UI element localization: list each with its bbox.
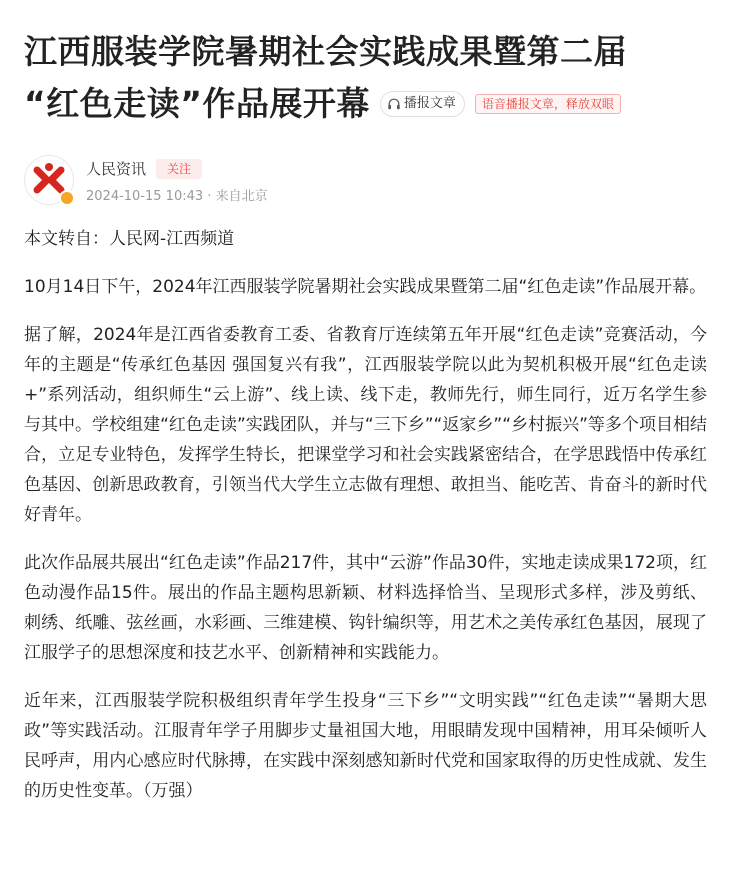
publish-info: [86, 185, 268, 204]
article-title: [24, 0, 707, 130]
author-meta: [86, 157, 268, 204]
article-paragraph: 据了解，2024年是江西省委教育工委、省教育厅连续第五年开展“红色走读”竞赛活动，今年的主题是“传承红色基因 强国复兴有我”，江西服装学院以此为契机积极开展“红色走读+”系列活动，组织师生“云上游”、线上读、线下走，教师先行，师生同行，近万名学生参与其中。学校组建“红色走读”实践团队，并与“三下乡”“返家乡”“乡村振兴”等多个项目相结合，立足专业特色，发挥学生特长，把课堂学习和社会实践紧密结合，在学思践悟中传承红色基因、创新思政教育，引领当代大学生立志做有理想、敢担当、能吃苦、肯奋斗的新时代好青年。: [24, 325, 707, 525]
article-body: [24, 224, 707, 806]
listen-tip: 语音播报文章，释放双眼: [475, 94, 621, 114]
listen-article-button[interactable]: [380, 91, 465, 117]
listen-article-label: 播报文章: [403, 96, 456, 111]
author-top-row: [86, 157, 268, 181]
publish-location: 来自北京: [215, 188, 268, 204]
article-title-line-2: “红色走读”作品展开幕: [24, 84, 370, 123]
verified-badge-icon: [59, 190, 75, 206]
author-bar: [24, 154, 707, 206]
follow-button[interactable]: 关注: [156, 159, 202, 179]
publish-datetime: 2024-10-15 10:43: [86, 188, 204, 204]
article-paragraph: 此次作品展共展出“红色走读”作品217件，其中“云游”作品30件，实地走读成果172项，红色动漫作品15件。展出的作品主题构思新颖、材料选择恰当、呈现形式多样，涉及剪纸、刺绣、纸雕、弦丝画，水彩画、三维建模、钩针编织等，用艺术之美传承红色基因，展现了江服学子的思想深度和技艺水平、创新精神和实践能力。: [24, 553, 707, 663]
article-title-line-2-row: [24, 78, 707, 130]
author-name[interactable]: 人民资讯: [86, 160, 147, 178]
headphone-icon: [387, 97, 401, 111]
publish-separator: ·: [203, 188, 216, 204]
author-avatar[interactable]: [24, 155, 74, 205]
article-paragraph: 近年来，江西服装学院积极组织青年学生投身“三下乡”“文明实践”“红色走读”“暑期大思政”等实践活动。江服青年学子用脚步丈量祖国大地，用眼睛发现中国精神，用耳朵倾听人民呼声，用内心感应时代脉搏，在实践中深刻感知新时代党和国家取得的历史性成就、发生的历史性变革。（万强）: [24, 691, 707, 801]
article-paragraph: 10月14日下午，2024年江西服装学院暑期社会实践成果暨第二届“红色走读”作品展开幕。: [24, 277, 707, 297]
article-paragraph: 本文转自：人民网-江西频道: [24, 229, 235, 249]
article-title-line-1: 江西服装学院暑期社会实践成果暨第二届: [24, 32, 627, 71]
